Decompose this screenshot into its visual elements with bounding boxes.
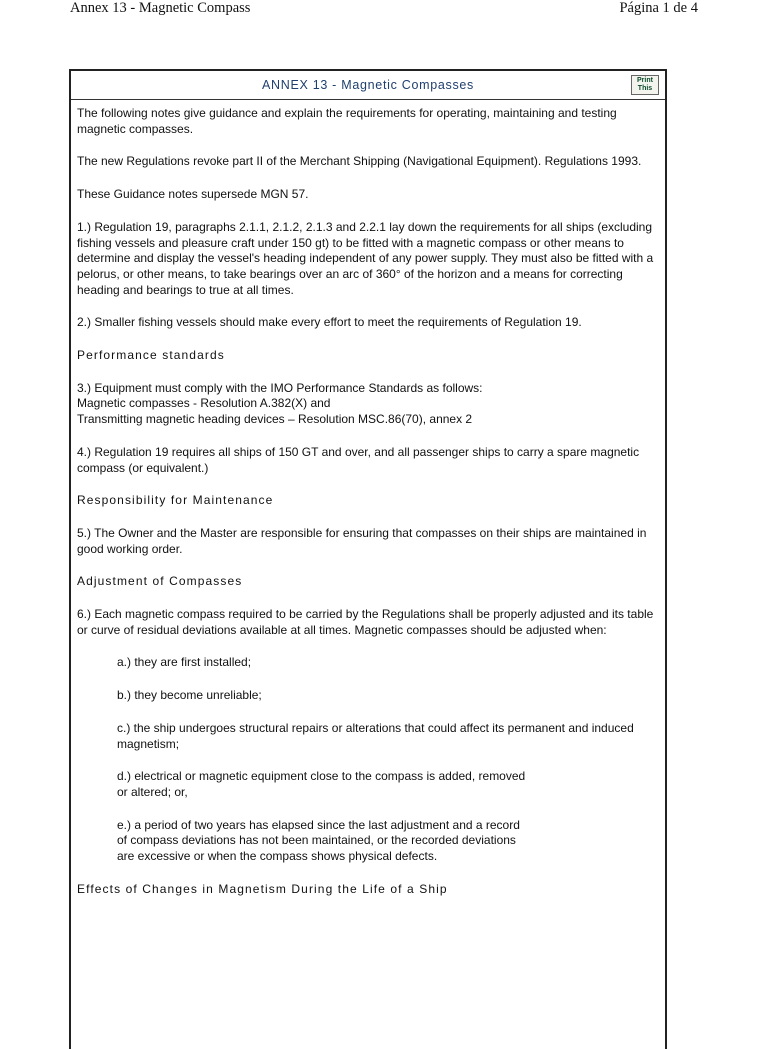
paragraph-line: Magnetic compasses - Resolution A.382(X) and (77, 396, 331, 411)
page-indicator: Página 1 de 4 (619, 0, 698, 16)
list-item: c.) the ship undergoes structural repairs or alterations that could affect its permanent and induced magnetism; (117, 720, 634, 751)
document-title: Annex 13 - Magnetic Compass (70, 0, 251, 16)
section-heading: Responsibility for Maintenance (77, 493, 274, 508)
list-item (117, 769, 659, 800)
paragraph: The following notes give guidance and explain the requirements for operating, maintaining and testing magnetic compasses. (77, 106, 617, 136)
list-item-line: d.) electrical or magnetic equipment close to the compass is added, removed (117, 769, 526, 784)
list-item-line: of compass deviations has not been maintained, or the recorded deviations (117, 833, 516, 848)
list-item (117, 818, 659, 865)
print-label-line1: Print (637, 77, 653, 84)
paragraph: 2.) Smaller fishing vessels should make every effort to meet the requirements of Regulation 19. (77, 315, 582, 330)
paragraph-line: 3.) Equipment must comply with the IMO Performance Standards as follows: (77, 380, 483, 395)
paragraph: 4.) Regulation 19 requires all ships of 150 GT and over, and all passenger ships to carry a spare magnetic compass (or equivalent.) (77, 444, 640, 475)
section-heading: Performance standards (77, 348, 225, 363)
paragraph (77, 381, 659, 428)
section-heading: Effects of Changes in Magnetism During the Life of a Ship (77, 881, 448, 896)
section-heading: Adjustment of Compasses (77, 574, 243, 589)
title-bar (71, 71, 665, 100)
paragraph: These Guidance notes supersede MGN 57. (77, 187, 309, 202)
list-item: a.) they are first installed; (117, 655, 252, 670)
annex-frame (69, 69, 667, 1049)
paragraph: The new Regulations revoke part II of the Merchant Shipping (Navigational Equipment). Regulations 1993. (77, 154, 642, 169)
page-header (0, 0, 768, 24)
paragraph-line: Transmitting magnetic heading devices – Resolution MSC.86(70), annex 2 (77, 412, 473, 427)
print-label-line2: This (637, 85, 653, 92)
annex-content (71, 100, 665, 898)
list-item-line: are excessive or when the compass shows physical defects. (117, 849, 438, 864)
paragraph: 1.) Regulation 19, paragraphs 2.1.1, 2.1.2, 2.1.3 and 2.2.1 lay down the requirements for all ships (excluding fishing vessels and pleasure craft under 150 gt) to be fitted with a magnetic compass or other means to determine and display the vessel's heading independent of any power supply. They must also be fitted with a pelorus, or other means, to take bearings over an arc of 360° of the horizon and a means for correcting heading and bearings to true at all times. (77, 219, 654, 297)
print-button[interactable] (631, 75, 659, 95)
list-item: b.) they become unreliable; (117, 688, 262, 703)
list-item-line: e.) a period of two years has elapsed since the last adjustment and a record (117, 817, 520, 832)
annex-title: ANNEX 13 - Magnetic Compasses (261, 78, 475, 92)
paragraph: 5.) The Owner and the Master are responsible for ensuring that compasses on their ships are maintained in good working order. (77, 525, 647, 556)
list-item-line: or altered; or, (117, 784, 188, 799)
paragraph: 6.) Each magnetic compass required to be carried by the Regulations shall be properly adjusted and its table or curve of residual deviations available at all times. Magnetic compasses should be adjusted when: (77, 607, 654, 637)
